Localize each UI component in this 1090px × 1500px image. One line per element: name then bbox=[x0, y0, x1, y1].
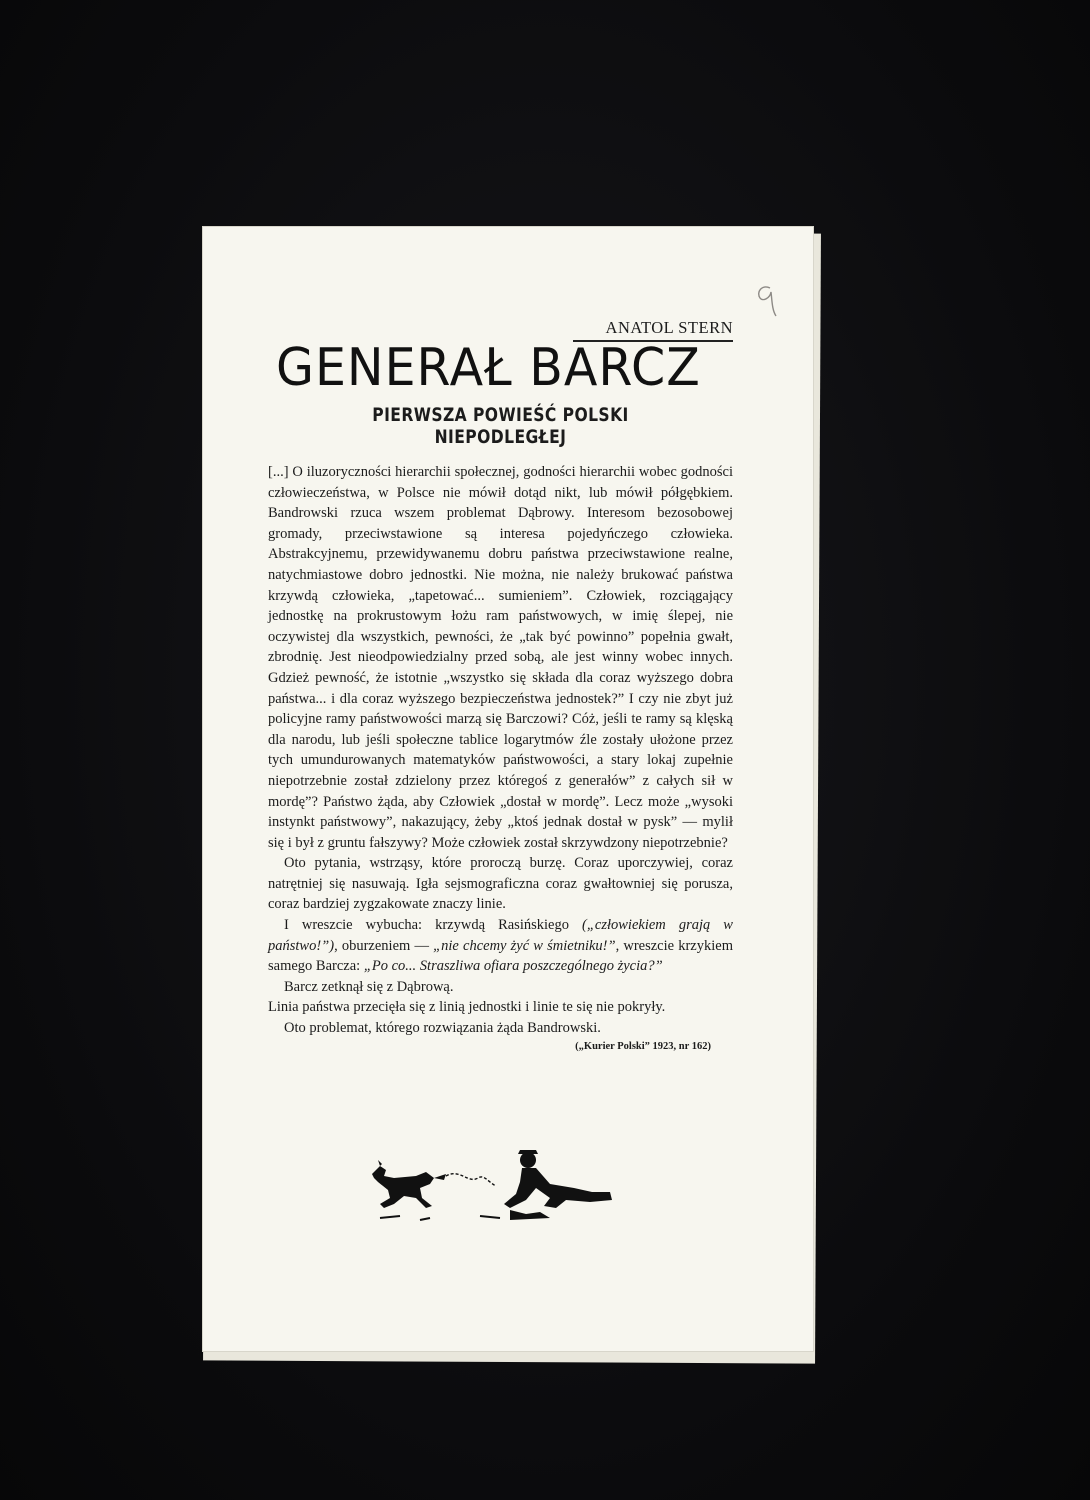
paragraph-1: [...] O iluzoryczności hierarchii społecznej, godności hierarchii wobec godności człowieczeństwa, w Polsce nie mówił dotąd nikt, lub mówił półgębkiem. Bandrowski rzuca wszem problemat Dąbrowy. Interesom bezosobowej gromady, przeciwstawione są interesa pojedyńczego człowieka. Abstrakcyjnemu, przewidywanemu dobru państwa przeciwstawione realne, natychmiastowe dobro jednostki. Nie można, nie należy brukować państwa krzywdą człowieka, „tapetować... sumieniem”. Człowiek, rozciągający jednostkę na prokrustowym łożu ram państwowych, w imię ślepej, nie oczywistej dla wszystkich, pewności, że „tak być powinno” popełnia gwałt, zbrodnię. Jest nieodpowiedzialny przed sobą, ale jest winny wobec innych. Gdzież pewność, że istotnie „wszystko się składa dla coraz wyższego dobra państwa... i dla coraz wyższego bezpieczeństwa jednostek?” I czy nie zbyt już policyjne ramy państwowości marzą się Barczowi? Cóż, jeśli te ramy są klęską dla narodu, lub jeśli społeczne tablice logarytmów źle zostały ułożone przez tych umundurowanych matematyków państwowości, a stary lokaj zupełnie niepotrzebnie został zdzielony przez któregoś z generałów” z całych sił w mordę”? Państwo żąda, aby Człowiek „dostał w mordę”. Lecz może „wysoki instynkt państwowy”, nakazujący, żeby „ktoś jednak dostał w pysk” — mylił się i był z gruntu fałszywy? Może człowiek został skrzywdzony niepotrzebnie? bbox=[268, 464, 733, 851]
quote-rasinski: („człowiekiem grają w państwo!”) bbox=[268, 917, 733, 954]
paragraph-3-text-b: , oburzeniem — bbox=[334, 937, 434, 954]
paragraph-5: Linia państwa przecięła się z linią jednostki i linie te się nie pokryły. bbox=[268, 999, 666, 1016]
author-name: ANATOL STERN bbox=[573, 318, 733, 342]
paragraph-4: Barcz zetknął się z Dąbrową. bbox=[284, 978, 454, 995]
paragraph-6: Oto problemat, którego rozwiązania żąda Bandrowski. bbox=[284, 1020, 601, 1037]
paragraph-3 bbox=[268, 915, 733, 977]
article-subtitle: PIERWSZA POWIEŚĆ POLSKI NIEPODLEGŁEJ bbox=[372, 404, 629, 448]
paragraph-3-text-a: I wreszcie wybucha: krzywdą Rasińskiego bbox=[284, 917, 583, 934]
quote-smietnik: „nie chcemy żyć w śmietniku!” bbox=[433, 937, 616, 954]
horse-and-man-illustration bbox=[360, 1148, 625, 1228]
article-title: GENERAŁ BARCZ bbox=[276, 337, 701, 398]
paragraph-3-text-c: , wreszcie krzykiem samego Barcza: bbox=[268, 937, 733, 975]
article bbox=[268, 318, 733, 1052]
article-body bbox=[268, 462, 733, 1039]
quote-barcz: „Po co... Straszliwa ofiara poszczególnego życia?” bbox=[363, 958, 663, 975]
paragraph-2: Oto pytania, wstrząsy, które proroczą burzę. Coraz uporczywiej, coraz natrętniej się nasuwają. Igła sejsmograficzna coraz gwałtowniej się porusza, coraz bardziej zygzakowate znaczy linie. bbox=[268, 855, 733, 913]
source-citation: („Kurier Polski” 1923, nr 162) bbox=[575, 1040, 711, 1052]
pencil-page-number bbox=[752, 280, 782, 320]
